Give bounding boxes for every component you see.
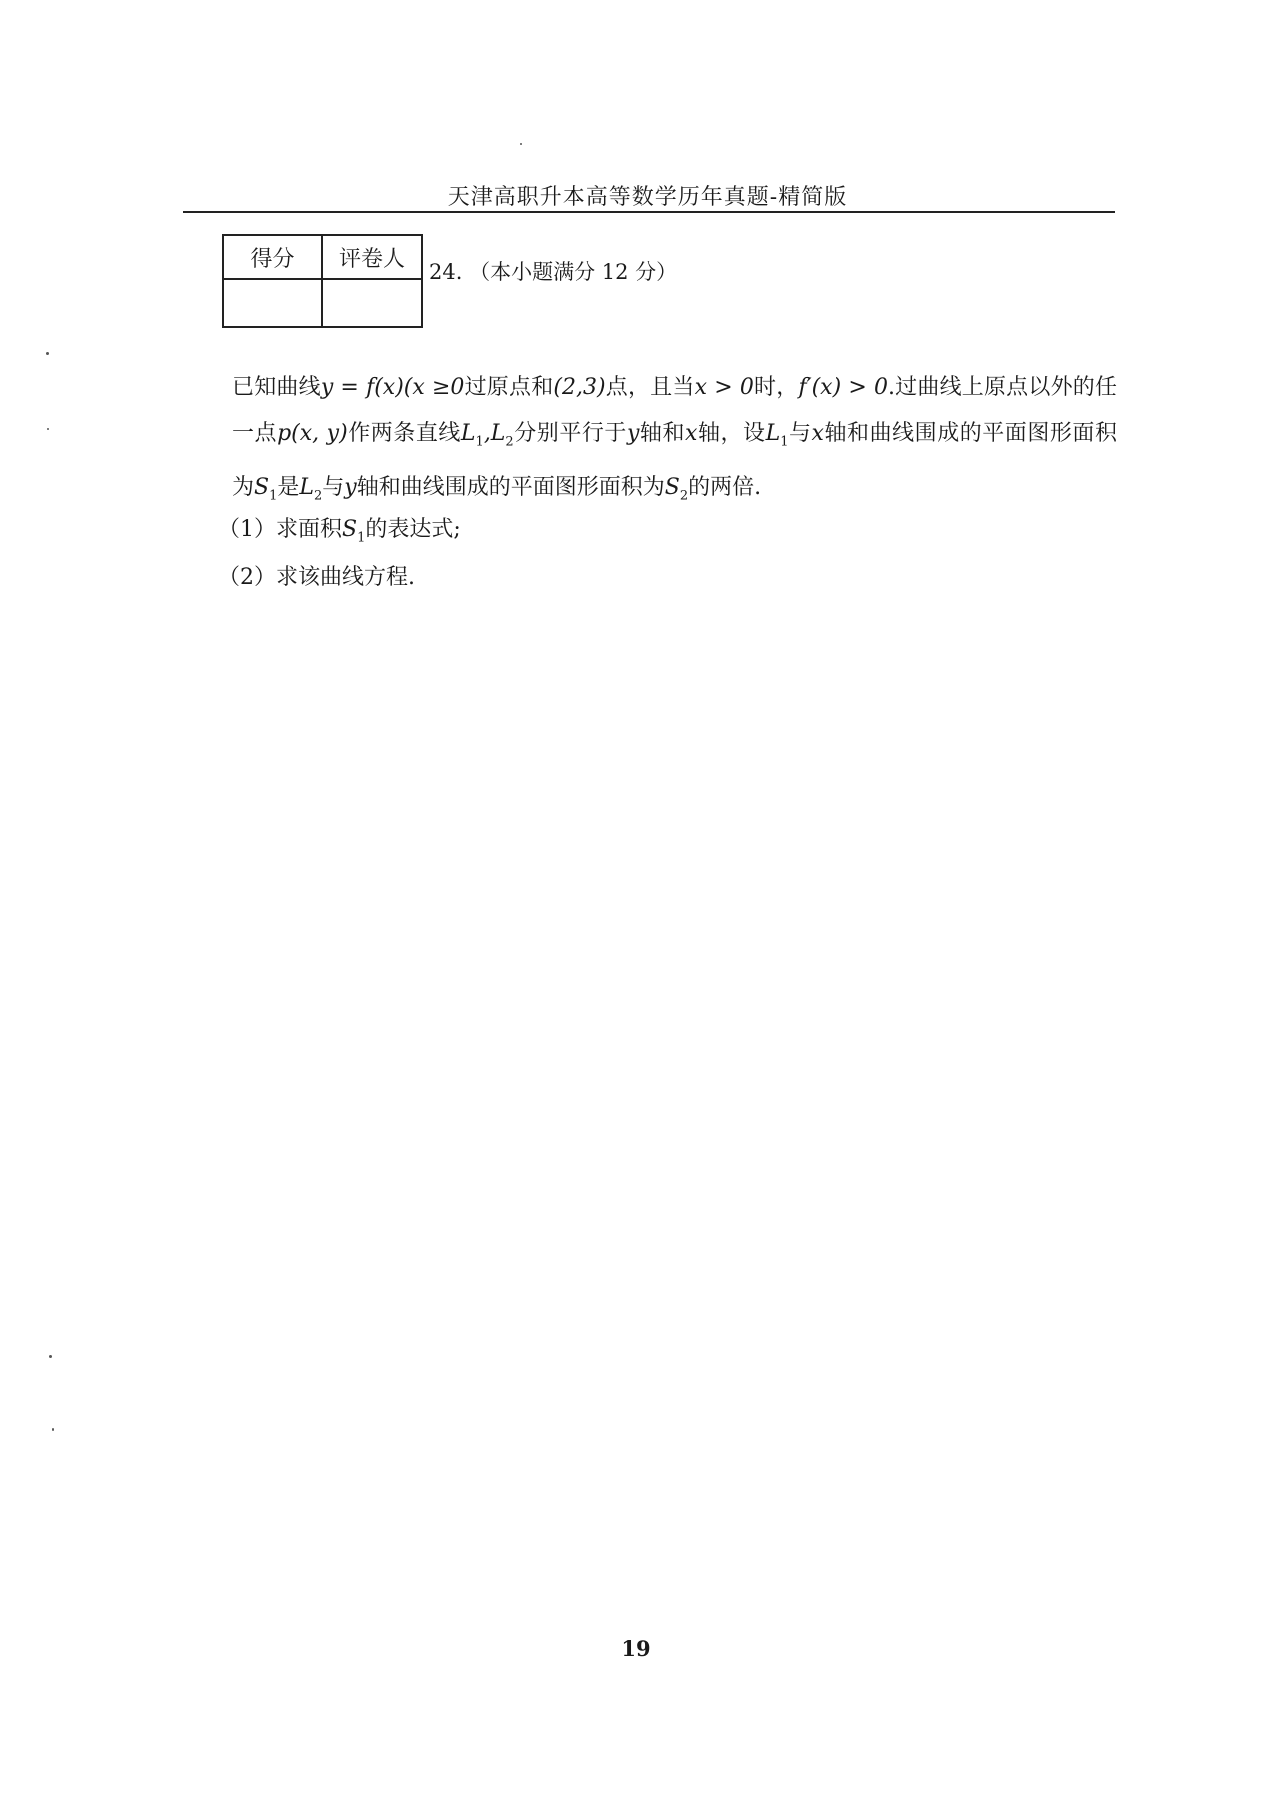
formula: (2,3) xyxy=(553,375,606,400)
scan-speck xyxy=(49,1355,52,1358)
subscript: 1 xyxy=(475,434,484,450)
formula: S xyxy=(254,475,270,501)
score-cell[interactable] xyxy=(223,279,322,327)
question-label: 24. （本小题满分 12 分） xyxy=(429,260,678,284)
grader-cell[interactable] xyxy=(322,279,422,327)
subscript: 1 xyxy=(269,488,278,504)
formula: S xyxy=(342,517,358,542)
scan-speck xyxy=(46,352,49,355)
subscript: 1 xyxy=(780,434,789,450)
formula: y xyxy=(626,421,640,446)
subscript: 1 xyxy=(357,530,366,546)
problem-text: 时， xyxy=(753,375,799,400)
sub-question-text: 的表达式; xyxy=(365,517,461,542)
problem-text: .过曲线上原点以外的任一点 xyxy=(232,375,1117,446)
problem-text: 点，且当 xyxy=(605,375,695,400)
formula: x > 0 xyxy=(694,375,754,400)
page-header-title: 天津高职升本高等数学历年真题-精简版 xyxy=(447,185,848,210)
sub-question-2: （2）求该曲线方程. xyxy=(218,565,415,590)
score-column-header: 得分 xyxy=(223,235,322,279)
problem-text: 分别平行于 xyxy=(513,421,627,446)
score-table xyxy=(222,234,423,328)
formula: S xyxy=(664,475,680,501)
problem-text: 与 xyxy=(322,475,345,501)
formula: y = f(x)(x ≥0 xyxy=(320,375,465,400)
page-number: 19 xyxy=(621,1636,651,1661)
problem-text: 与 xyxy=(788,421,812,446)
sub-question-1 xyxy=(218,512,461,545)
formula: y xyxy=(344,475,357,501)
formula: x xyxy=(685,421,698,446)
problem-text: 已知曲线 xyxy=(232,375,321,400)
subscript: 2 xyxy=(505,434,514,450)
scan-speck xyxy=(47,428,49,430)
formula: x xyxy=(811,421,824,446)
formula: p(x, y) xyxy=(277,421,348,446)
sub-question-text: （1）求面积 xyxy=(218,517,342,542)
problem-statement xyxy=(232,365,1117,520)
problem-text: 轴和曲线围成的平面图形面积为 xyxy=(232,421,1117,501)
problem-text: 轴和 xyxy=(639,421,685,446)
problem-text: 是 xyxy=(277,475,300,501)
formula: L xyxy=(765,421,781,446)
scan-speck xyxy=(520,143,522,145)
formula: L xyxy=(460,421,476,446)
problem-text: 的两倍. xyxy=(688,475,762,501)
formula: ,L xyxy=(483,421,506,446)
header-rule xyxy=(183,211,1115,213)
problem-text: 过原点和 xyxy=(464,375,554,400)
problem-text: 轴和曲线围成的平面图形面积为 xyxy=(356,475,665,501)
formula: L xyxy=(299,475,314,501)
problem-text: 作两条直线 xyxy=(347,421,461,446)
formula: f′(x) > 0 xyxy=(798,375,888,400)
grader-column-header: 评卷人 xyxy=(322,235,422,279)
problem-text: 轴，设 xyxy=(697,421,766,446)
scan-speck xyxy=(52,1428,54,1431)
subscript: 2 xyxy=(679,488,689,504)
subscript: 2 xyxy=(314,488,323,504)
